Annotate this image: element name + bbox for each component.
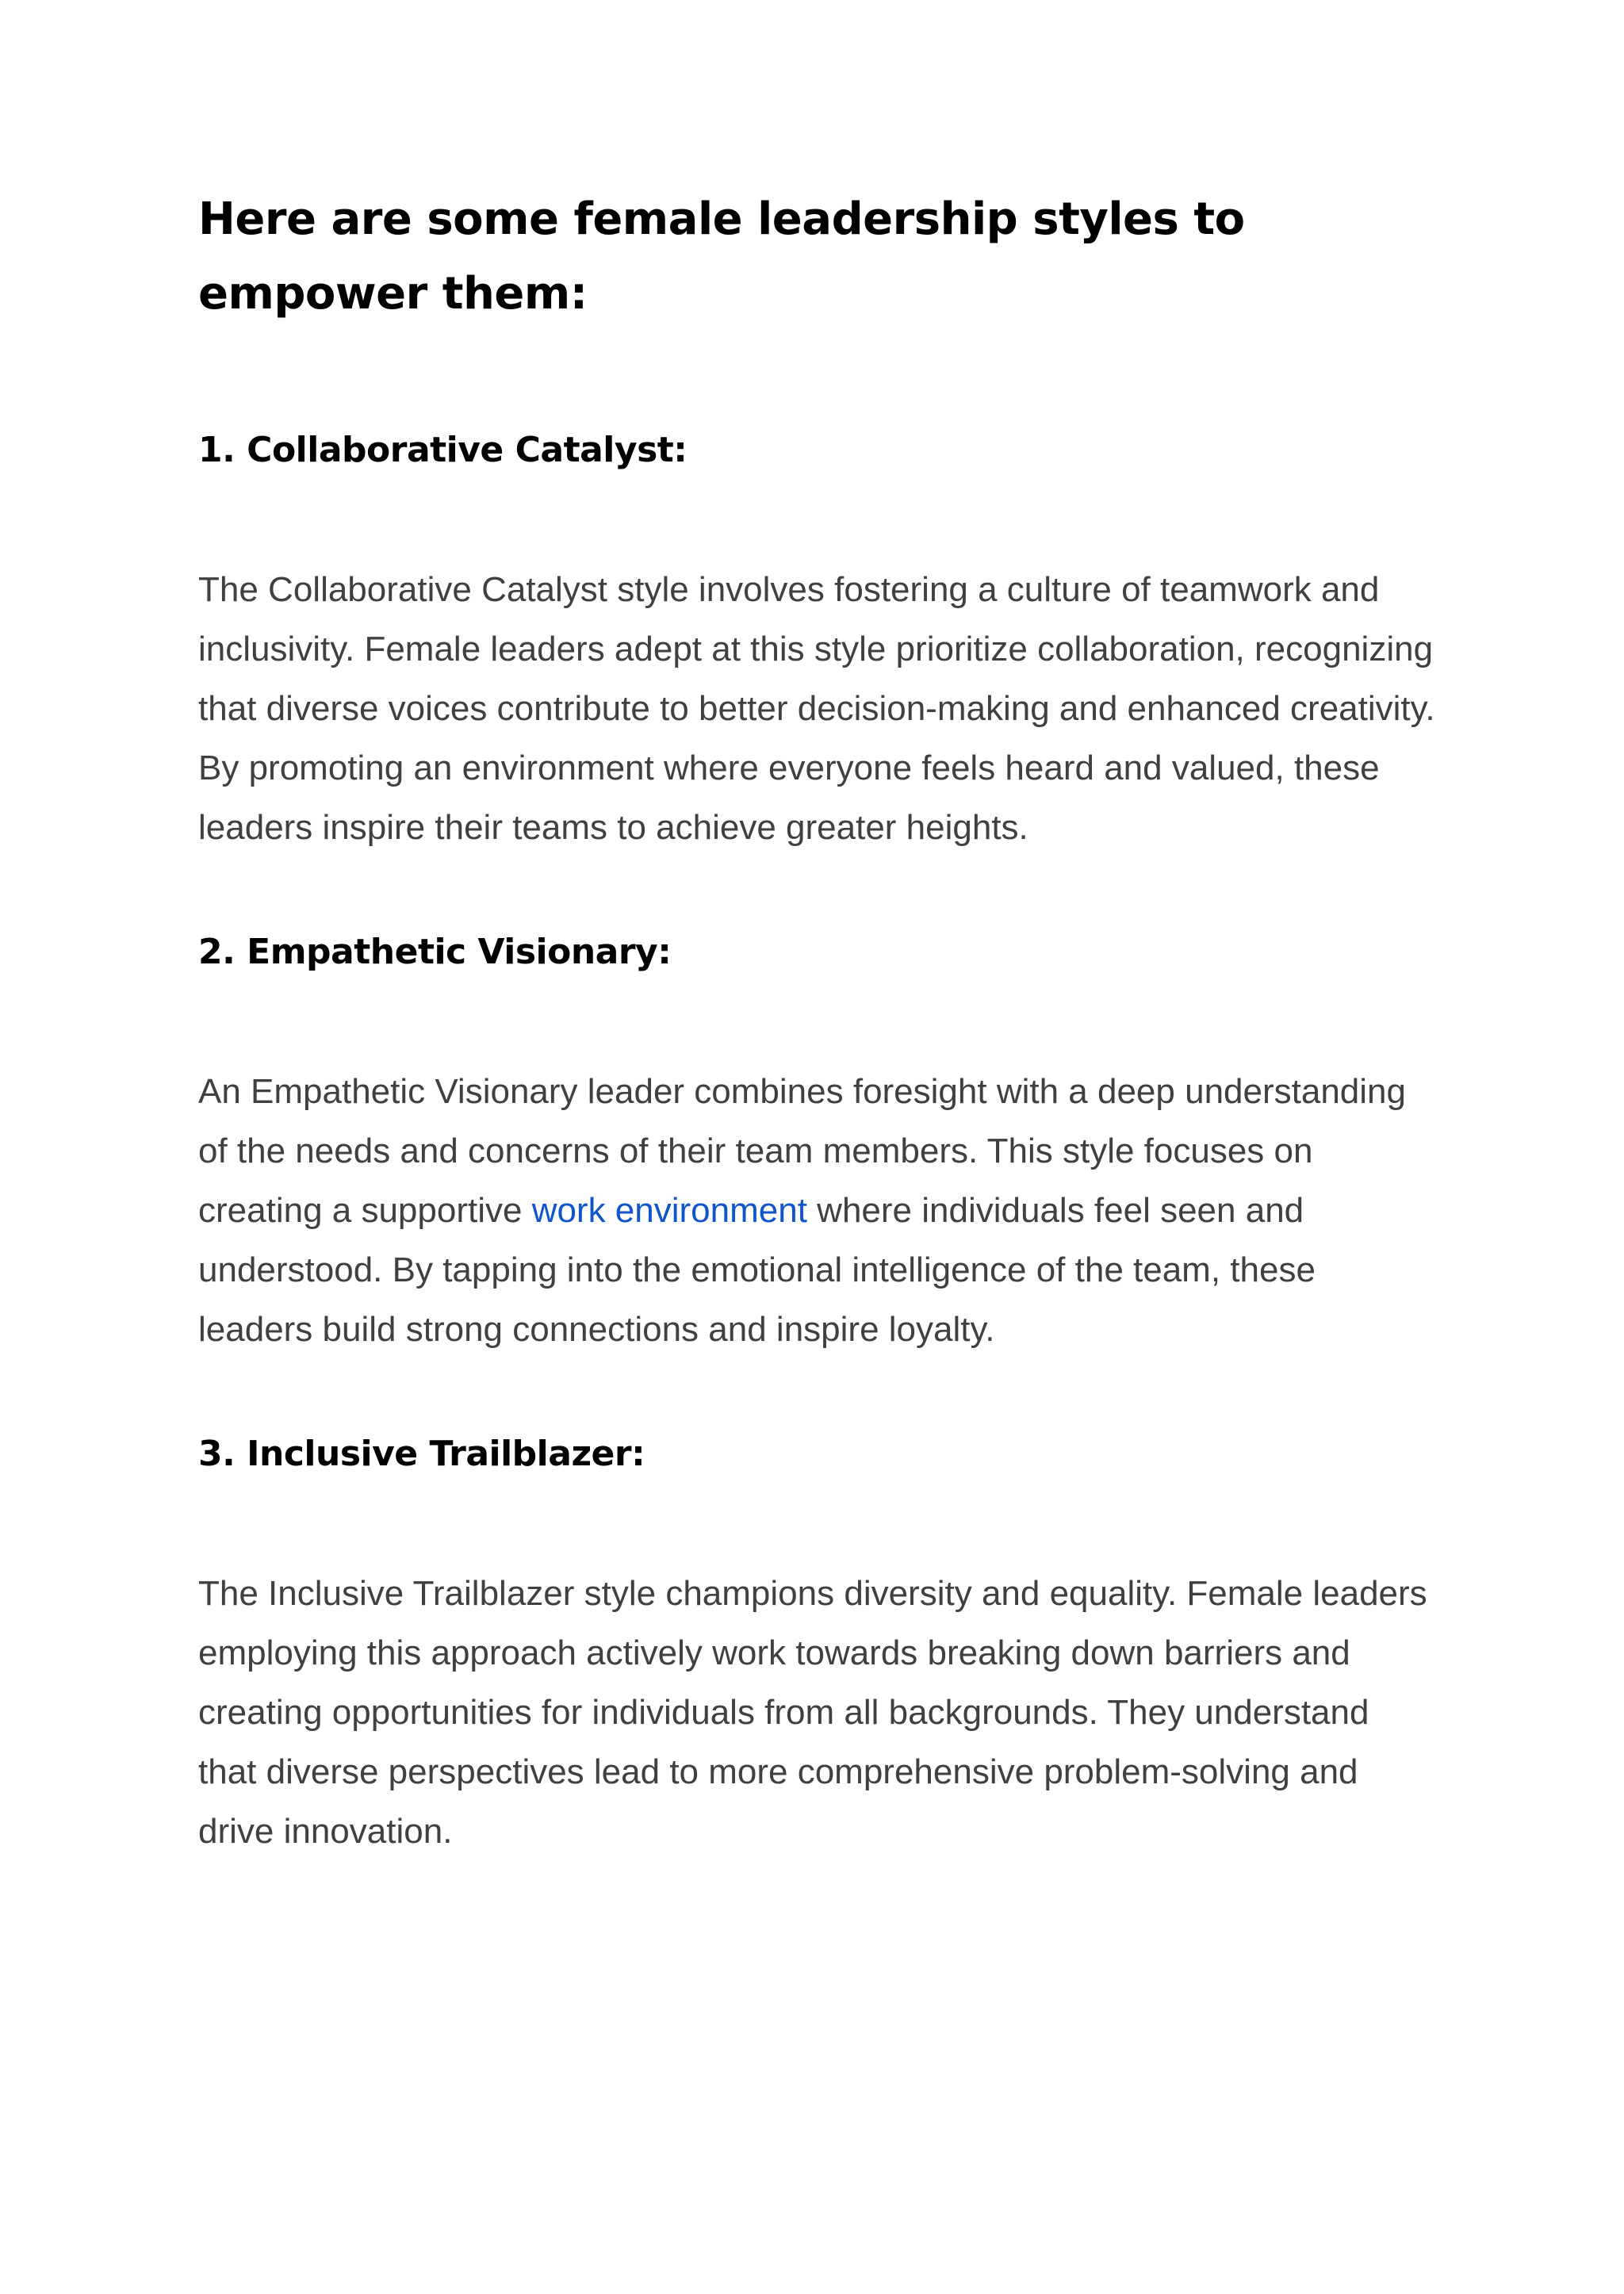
- section-heading-empathetic-visionary: 2. Empathetic Visionary:: [198, 932, 672, 972]
- page-title: Here are some female leadership styles to empower them:: [198, 193, 1245, 320]
- section-heading-collaborative-catalyst: 1. Collaborative Catalyst:: [198, 430, 688, 470]
- body-text-after-link: where individuals feel seen and understood. By tapping into the emotional intelligence of the team, these leaders build strong connections and inspire loyalty.: [198, 1191, 1316, 1349]
- body-text-before-link: An Empathetic Visionary leader combines foresight with a deep understanding of the needs and concerns of their team members. This style focuses on creating a supportive: [198, 1072, 1406, 1230]
- section-body-inclusive-trailblazer: The Inclusive Trailblazer style champions diversity and equality. Female leaders employing this approach actively work towards breaking down barriers and creating opportunities for individuals from all backgrounds. They understand that diverse perspectives lead to more comprehensive problem-solving and drive innovation.: [198, 1574, 1427, 1851]
- section-heading-inclusive-trailblazer: 3. Inclusive Trailblazer:: [198, 1434, 645, 1474]
- document-page: [198, 182, 1435, 1861]
- section-body-collaborative-catalyst: The Collaborative Catalyst style involves fostering a culture of teamwork and inclusivity. Female leaders adept at this style prioritize collaboration, recognizing that diverse voices contribute to better decision-making and enhanced creativity. By promoting an environment where everyone feels heard and valued, these leaders inspire their teams to achieve greater heights.: [198, 570, 1435, 847]
- work-environment-link[interactable]: work environment: [531, 1191, 807, 1230]
- section-body-empathetic-visionary: [198, 1062, 1435, 1359]
